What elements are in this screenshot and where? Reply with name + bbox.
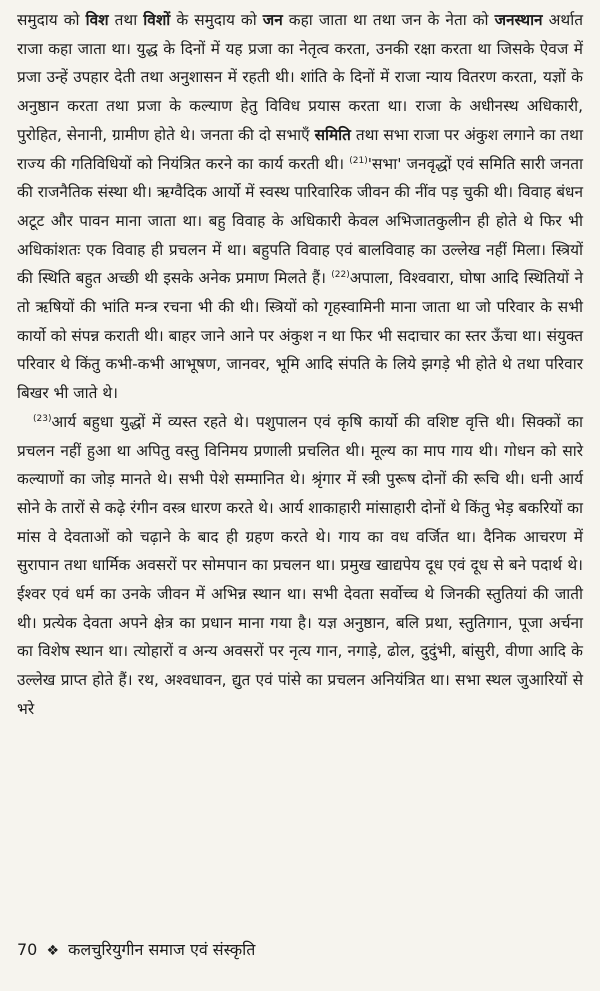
running-book-title: कलचुरियुगीन समाज एवं संस्कृति [68, 940, 256, 959]
bold-term-vish: विश [85, 11, 109, 29]
text-run: के समुदाय को [170, 11, 263, 29]
page-number: 70 [17, 940, 38, 959]
footnote-ref-22: (22) [331, 270, 350, 281]
bold-term-janasthan: जनस्थान [494, 11, 543, 29]
text-run: अर्थात राजा कहा जाता था। युद्ध के दिनों में यह प्रजा का नेतृत्व करता, उनकी रक्षा करता था जिसके ऐवज में प्रजा उन्हें उपहार देती तथा अनुशासन में रहती थी। शांति के दिनों में राजा न्याय वितरण करता, यज्ञों के अनुष्ठान करता तथा प्रजा के कल्याण हेतु विविध प्रयास करता था। राजा के अधीनस्थ अधिकारी, पुरोहित, सेनानी, ग्रामीण होते थे। जनता की दो सभाएँ [17, 11, 584, 144]
footnote-ref-21: (21) [349, 155, 368, 166]
page-footer [17, 938, 255, 963]
bold-term-vishon: विशों [143, 11, 171, 29]
text-run: आर्य बहुधा युद्धों में व्यस्त रहते थे। पशुपालन एवं कृषि कार्यो की वशिष्ट वृत्ति थी। सिक्कों का प्रचलन नहीं हुआ था अपितु वस्तु विनिमय प्रणाली प्रचलित थी। मूल्य का माप गाय थी। गोधन को सारे कल्याणों का जोड़ मानते थे। सभी पेशे सम्मानित थे। श्रृंगार में स्त्री पुरूष दोनों की रूचि थी। धनी आर्य सोने के तारों से कढ़े रंगीन वस्त्र धारण करते थे। आर्य शाकाहारी मांसाहारी दोनों थे किंतु भेड़ बकरियों का मांस वे देवताओं को चढ़ाने के बाद ही ग्रहण करते थे। गाय का वध वर्जित था। दैनिक आचरण में सुरापान तथा धार्मिक अवसरों पर सोमपान का प्रचलन था। प्रमुख खाद्यपेय दूध एवं दूध से बने पदार्थ थे। ईश्वर एवं धर्म का उनके जीवन में अभिन्न स्थान था। सभी देवता सर्वोच्च थे जिनकी स्तुतियां की जाती थी। प्रत्येक देवता अपने क्षेत्र का प्रधान माना गया है। यज्ञ अनुष्ठान, बलि प्रथा, स्तुतिगान, पूजा अर्चना का विशेष स्थान था। त्योहारों व अन्य अवसरों पर नृत्य गान, नगाड़े, ढोल, दुदुंभी, बांसुरी, वीणा आदि के उल्लेख प्राप्त होते हैं। रथ, अश्वधावन, द्युत एवं पांसे का प्रचलन अनियंत्रित था। सभा स्थल जुआरियों से भरे [17, 412, 583, 718]
text-run: 'सभा' जनवृद्धों एवं समिति सारी जनता की राजनैतिक संस्था थी। ऋग्वैदिक आर्यो में स्वस्थ पारिवारिक जीवन की नींव पड़ चुकी थी। विवाह बंधन अटूट और पावन माना जाता था। बहु विवाह के अधिकारी केवल अभिजातकुलीन ही होते थे फिर भी अधिकांशतः एक विवाह ही प्रचलन में था। बहुपति विवाह एवं बालविवाह का उल्लेख नहीं मिला। स्त्रियों की स्थिति बहुत अच्छी थी इसके अनेक प्रमाण मिलते हैं। [17, 154, 583, 288]
footnote-ref-23: (23) [33, 413, 52, 424]
text-run: कहा जाता था तथा जन के नेता को [282, 11, 495, 29]
bold-term-jan: जन [262, 11, 283, 29]
text-run: अपाला, विश्ववारा, घोषा आदि स्थितियों ने तो ऋषियों की भांति मन्त्र रचना भी की थी। स्त्रियों को गृहस्वामिनी माना जाता था जो परिवार के सभी कार्यो को संपन्न कराती थी। बाहर जाने आने पर अंकुश न था फिर भी सदाचार का स्तर ऊँचा था। संयुक्त परिवार थे किंतु कभी-कभी आभूषण, जानवर, भूमि आदि संपति के लिये झगड़े भी होते थे तथा परिवार बिखर भी जाते थे। [17, 269, 584, 403]
paragraph-2 [17, 408, 583, 724]
diamond-ornament-icon: ❖ [46, 943, 60, 959]
text-run: समुदाय को [17, 11, 86, 29]
text-run: तथा [108, 11, 144, 29]
text-run: तथा सभा राजा पर अंकुश लगाने का तथा राज्य की गतिविधियों को नियंत्रित करने का कार्य करती थी। [17, 125, 583, 173]
bold-term-samiti: समिति [314, 125, 351, 144]
paragraph-1 [17, 6, 583, 408]
